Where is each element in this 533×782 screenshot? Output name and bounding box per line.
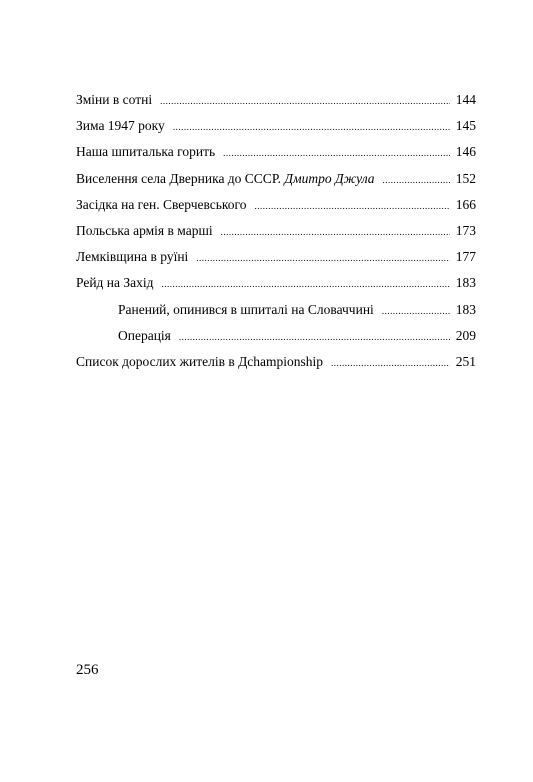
toc-entry-title: Список дорослих жителів в Дchampionship (76, 353, 324, 369)
dot-leader (173, 117, 450, 137)
toc-entry-title: Зима 1947 року (76, 118, 165, 134)
toc-entry (76, 142, 476, 162)
toc-entry-page: 177 (455, 249, 476, 265)
toc-entry-title: Зміни в сотні (76, 92, 153, 107)
toc-entry (76, 221, 476, 241)
toc-entry-title: Ранений, опинився в шпиталі на Словаччині (118, 301, 374, 317)
toc-entry-page: 166 (455, 196, 476, 212)
toc-entry (76, 116, 476, 136)
toc-entry-title: Наша шпиталька горить (76, 144, 216, 160)
toc-entry-title: Польська армія в марші (76, 222, 213, 238)
dot-leader (383, 170, 450, 190)
toc-entry (76, 273, 476, 293)
dot-leader (255, 196, 450, 216)
toc-entry-author: Дмитро Джула (284, 170, 375, 186)
dot-leader (223, 143, 450, 163)
toc-entry (76, 195, 476, 215)
toc-entry-title: Лемківщина в руїні (76, 249, 189, 265)
toc-entry-page: 183 (455, 275, 476, 291)
table-of-contents (76, 90, 476, 378)
toc-entry (76, 90, 476, 110)
toc-subentry (76, 326, 476, 346)
toc-entry-title: Виселення села Дверника до СССР. Дмитро Джула (76, 170, 375, 186)
dot-leader (162, 274, 450, 294)
dot-leader (382, 301, 450, 321)
toc-entry-title: Операція (118, 327, 171, 343)
toc-entry-title: Засідка на ген. Сверчевського (76, 196, 247, 212)
toc-entry (76, 352, 476, 372)
dot-leader (331, 353, 450, 373)
toc-entry-page: 145 (455, 118, 476, 134)
toc-entry-page: 183 (455, 301, 476, 317)
dot-leader (179, 327, 450, 347)
toc-entry-page: 144 (455, 92, 476, 107)
dot-leader (221, 222, 450, 242)
page-number: 256 (76, 662, 99, 678)
dot-leader (160, 91, 450, 111)
toc-entry-page: 251 (455, 353, 476, 369)
toc-entry-page: 146 (455, 144, 476, 160)
toc-entry-page: 152 (455, 170, 476, 186)
toc-entry-page: 209 (455, 327, 476, 343)
toc-entry-page: 173 (455, 222, 476, 238)
toc-entry (76, 247, 476, 267)
toc-entry (76, 169, 476, 189)
toc-subentry (76, 300, 476, 320)
toc-entry-title: Рейд на Захід (76, 275, 154, 291)
dot-leader (196, 248, 450, 268)
